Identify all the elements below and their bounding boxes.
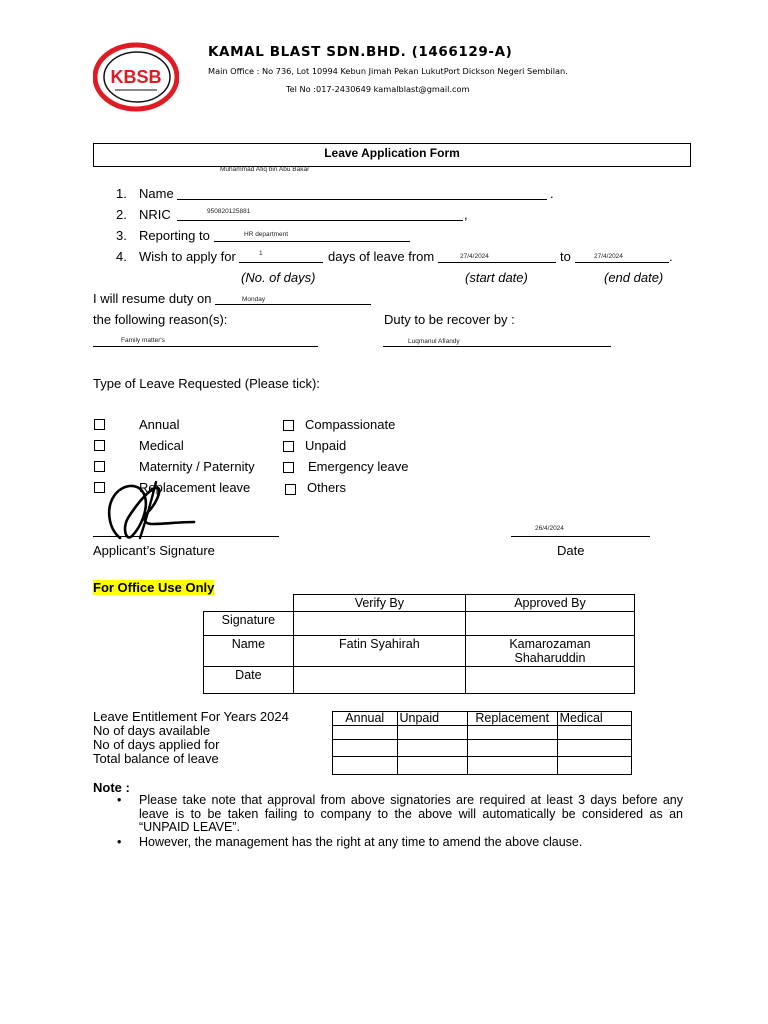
approval-corner-cell — [204, 595, 294, 612]
cell[interactable] — [467, 757, 557, 775]
name-label: Name — [139, 186, 174, 201]
reason-value: Family matter's — [121, 337, 165, 344]
signature-line[interactable] — [93, 536, 279, 537]
approved-name-line-2: Shaharuddin — [514, 651, 586, 665]
reporting-field[interactable] — [214, 241, 410, 242]
note-list — [93, 794, 683, 850]
approved-signature-cell[interactable] — [465, 612, 634, 636]
entitlement-title: Leave Entitlement For Years 2024 — [93, 709, 289, 724]
date-value: 26/4/2024 — [535, 525, 564, 532]
name-suffix: . — [550, 186, 554, 201]
leave-medical-label: Medical — [139, 438, 184, 453]
maternity-checkbox[interactable] — [94, 461, 105, 472]
name-row-label: Name — [204, 636, 294, 667]
note-label: Note : — [93, 780, 130, 795]
item-num-1: 1. — [116, 186, 127, 201]
days-value: 1 — [259, 250, 263, 257]
resume-value: Monday — [242, 296, 266, 303]
note-item-1: • Please take note that approval from above signatories are required at least 3 days before any leave is to be taken failing to company to the above will automatically be considered as an “UNPAID LEAVE”. — [93, 794, 683, 835]
nric-field[interactable] — [177, 220, 463, 221]
entitlement-row-applied: No of days applied for — [93, 737, 220, 752]
applicant-signature-label: Applicant’s Signature — [93, 543, 215, 558]
recover-label: Duty to be recover by : — [384, 312, 515, 327]
nric-label: NRIC — [139, 207, 171, 222]
annual-checkbox[interactable] — [94, 419, 105, 430]
reason-field[interactable] — [93, 346, 318, 347]
end-date-value: 27/4/2024 — [594, 253, 623, 260]
company-address: Main Office : No 736, Lot 10994 Kebun Jimah Pekan LukutPort Dickson Negeri Sembilan. — [208, 66, 568, 76]
nric-suffix: , — [464, 207, 468, 222]
approved-date-cell[interactable] — [465, 667, 634, 694]
entitlement-table — [332, 711, 632, 775]
reporting-value: HR department — [244, 231, 289, 238]
reasons-label: the following reason(s): — [93, 312, 228, 327]
apply-suffix: . — [669, 249, 673, 264]
emergency-checkbox[interactable] — [283, 462, 294, 473]
verify-date-cell[interactable] — [293, 667, 465, 694]
entitlement-row-balance: Total balance of leave — [93, 751, 219, 766]
recover-value: Luqmanul Afiandy — [408, 338, 460, 345]
cell[interactable] — [557, 726, 631, 740]
date-line[interactable] — [511, 536, 650, 537]
to-label: to — [560, 249, 571, 264]
company-logo — [93, 42, 179, 112]
company-contact: Tel No :017-2430649 kamalblast@gmail.com — [286, 84, 470, 94]
days-field[interactable] — [239, 262, 323, 263]
note-item-2: • However, the management has the right at any time to amend the above clause. — [93, 836, 683, 850]
nric-value: 950820125881 — [207, 208, 251, 215]
leave-others-label: Others — [307, 480, 347, 495]
col-annual: Annual — [333, 712, 398, 726]
name-field[interactable] — [177, 199, 547, 200]
approved-name-line-1: Kamarozaman — [509, 637, 591, 651]
col-unpaid: Unpaid — [397, 712, 467, 726]
approved-header: Approved By — [465, 595, 634, 612]
item-num-4: 4. — [116, 249, 127, 264]
approved-name — [465, 636, 634, 667]
cell[interactable] — [467, 740, 557, 757]
verify-header: Verify By — [293, 595, 465, 612]
entitlement-labels — [93, 710, 289, 766]
leave-unpaid-label: Unpaid — [305, 438, 347, 453]
item-num-2: 2. — [116, 207, 127, 222]
cell[interactable] — [397, 757, 467, 775]
apply-label: Wish to apply for — [139, 249, 236, 264]
verify-name: Fatin Syahirah — [293, 636, 465, 667]
start-date-value: 27/4/2024 — [460, 253, 489, 260]
leave-replacement-label: Replacement leave — [139, 480, 251, 495]
leave-type-label: Type of Leave Requested (Please tick): — [93, 376, 320, 391]
leave-emergency-label: Emergency leave — [308, 459, 409, 474]
cell[interactable] — [397, 726, 467, 740]
col-replacement: Replacement — [467, 712, 557, 726]
cell[interactable] — [333, 740, 398, 757]
company-name: KAMAL BLAST SDN.BHD. (1466129-A) — [208, 44, 513, 60]
unpaid-checkbox[interactable] — [283, 441, 294, 452]
form-title-box — [93, 143, 691, 167]
resume-field[interactable] — [215, 304, 371, 305]
leave-compassionate-label: Compassionate — [305, 417, 396, 432]
end-date-field[interactable] — [575, 262, 669, 263]
recover-field[interactable] — [383, 346, 611, 347]
compassionate-checkbox[interactable] — [283, 420, 294, 431]
start-date-field[interactable] — [438, 262, 556, 263]
leave-annual-label: Annual — [139, 417, 180, 432]
logo-text: KBSB — [110, 67, 162, 87]
others-checkbox[interactable] — [285, 484, 296, 495]
handwritten-signature — [98, 478, 208, 548]
verify-signature-cell[interactable] — [293, 612, 465, 636]
date-row-label: Date — [204, 667, 294, 694]
form-title: Leave Application Form — [324, 146, 460, 160]
start-date-caption: (start date) — [465, 270, 528, 285]
approval-table — [203, 594, 635, 694]
cell[interactable] — [397, 740, 467, 757]
date-label: Date — [557, 543, 585, 558]
signature-row-label: Signature — [204, 612, 294, 636]
entitlement-row-available: No of days available — [93, 723, 211, 738]
end-date-caption: (end date) — [604, 270, 664, 285]
days-of-leave-label: days of leave from — [328, 249, 435, 264]
leave-maternity-label: Maternity / Paternity — [139, 459, 255, 474]
name-value: Muhammad Afiq bin Abu Bakar — [220, 166, 310, 173]
office-use-heading: For Office Use Only — [93, 580, 215, 595]
cell[interactable] — [467, 726, 557, 740]
reporting-label: Reporting to — [139, 228, 210, 243]
cell[interactable] — [557, 740, 631, 757]
medical-checkbox[interactable] — [94, 440, 105, 451]
col-medical: Medical — [557, 712, 631, 726]
cell[interactable] — [557, 757, 631, 775]
cell[interactable] — [333, 757, 398, 775]
no-of-days-caption: (No. of days) — [241, 270, 316, 285]
resume-label: I will resume duty on — [93, 291, 212, 306]
cell[interactable] — [333, 726, 398, 740]
item-num-3: 3. — [116, 228, 127, 243]
